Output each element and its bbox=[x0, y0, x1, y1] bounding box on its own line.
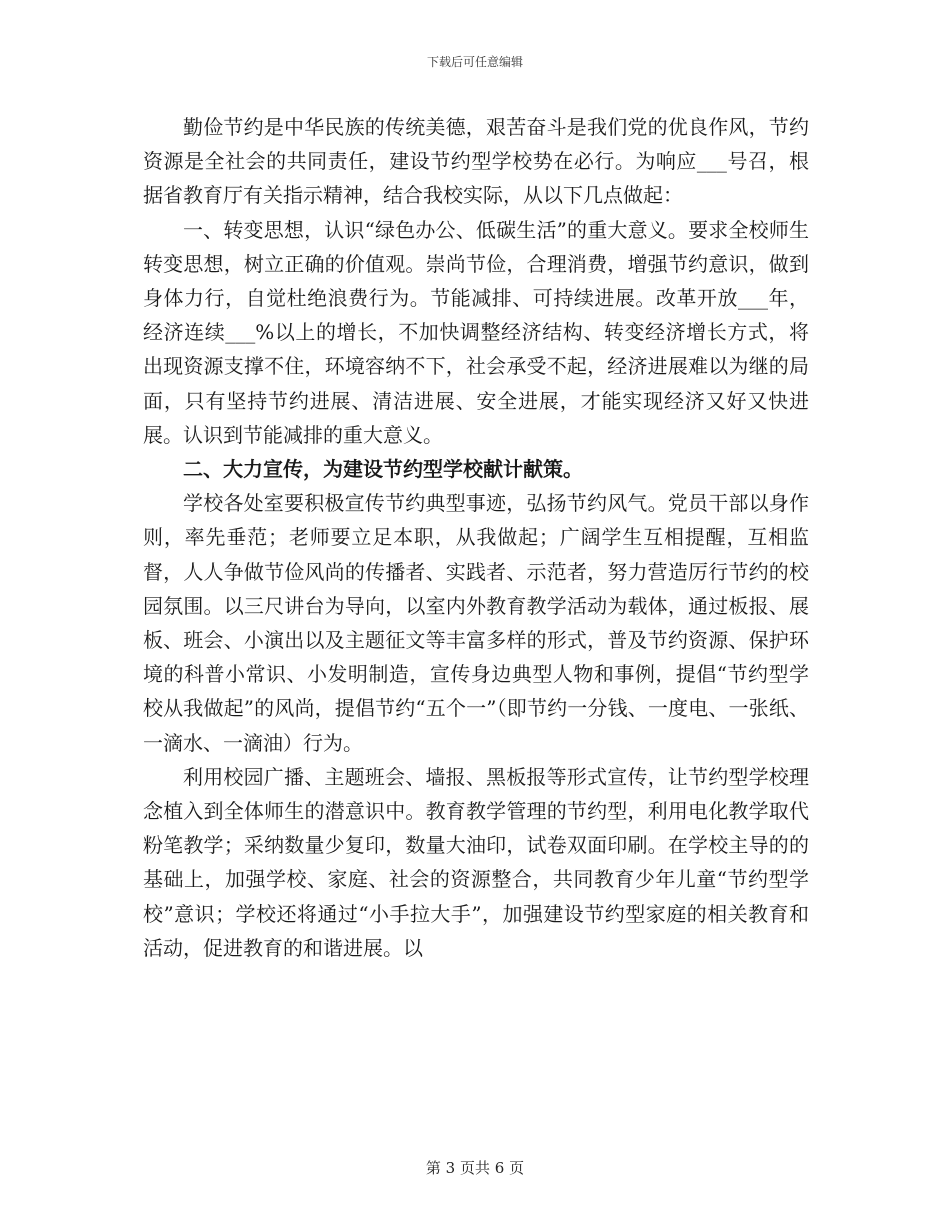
page-number: 第 3 页共 6 页 bbox=[425, 1159, 525, 1177]
section-heading-two: 二、大力宣传，为建设节约型学校献计献策。 bbox=[183, 457, 583, 482]
paragraph-campus-broadcast: 利用校园广播、主题班会、墙报、黑板报等形式宣传，让节约型学校理念植入到全体师生的潜意识中。教育教学管理的节约型，利用电化教学取代粉笔教学；采纳数量少复印，数量大油印，试卷双面印刷。在学校主导的的基础上，加强学校、家庭、社会的资源整合，共同教育少年儿童“节约型学校”意识；学校还将通过“小手拉大手”，加强建设节约型家庭的相关教育和活动，促进教育的和谐进展。以 bbox=[143, 764, 809, 960]
paragraph-publicity: 学校各处室要积极宣传节约典型事迹，弘扬节约风气。党员干部以身作则，率先垂范；老师要立足本职，从我做起；广阔学生互相提醒，互相监督，人人争做节俭风尚的传播者、实践者、示范者，努力营造厉行节约的校园氛围。以三尺讲台为导向，以室内外教育教学活动为载体，通过板报、展板、班会、小演出以及主题征文等丰富多样的形式，普及节约资源、保护环境的科普小常识、小发明制造，宣传身边典型人物和事例，提倡“节约型学校从我做起”的风尚，提倡节约“五个一”（即节约一分钱、一度电、一张纸、一滴水、一滴油）行为。 bbox=[143, 491, 809, 755]
paragraph-section-one: 一、转变思想，认识“绿色办公、低碳生活”的重大意义。要求全校师生转变思想，树立正确的价值观。崇尚节俭，合理消费，增强节约意识，做到身体力行，自觉杜绝浪费行为。节能减排、可持续进展。改革开放___年，经济连续___%以上的增长，不加快调整经济结构、转变经济增长方式，将出现资源支撑不住，环境容纳不下，社会承受不起，经济进展难以为继的局面，只有坚持节约进展、清洁进展、安全进展，才能实现经济又好又快进展。认识到节能减排的重大意义。 bbox=[143, 217, 809, 447]
document-body bbox=[143, 110, 809, 965]
page-header-note: 下载后可任意编辑 bbox=[426, 55, 523, 69]
paragraph-intro: 勤俭节约是中华民族的传统美德，艰苦奋斗是我们党的优良作风，节约资源是全社会的共同责任，建设节约型学校势在必行。为响应___号召，根据省教育厅有关指示精神，结合我校实际，从以下几点做起： bbox=[143, 115, 809, 208]
